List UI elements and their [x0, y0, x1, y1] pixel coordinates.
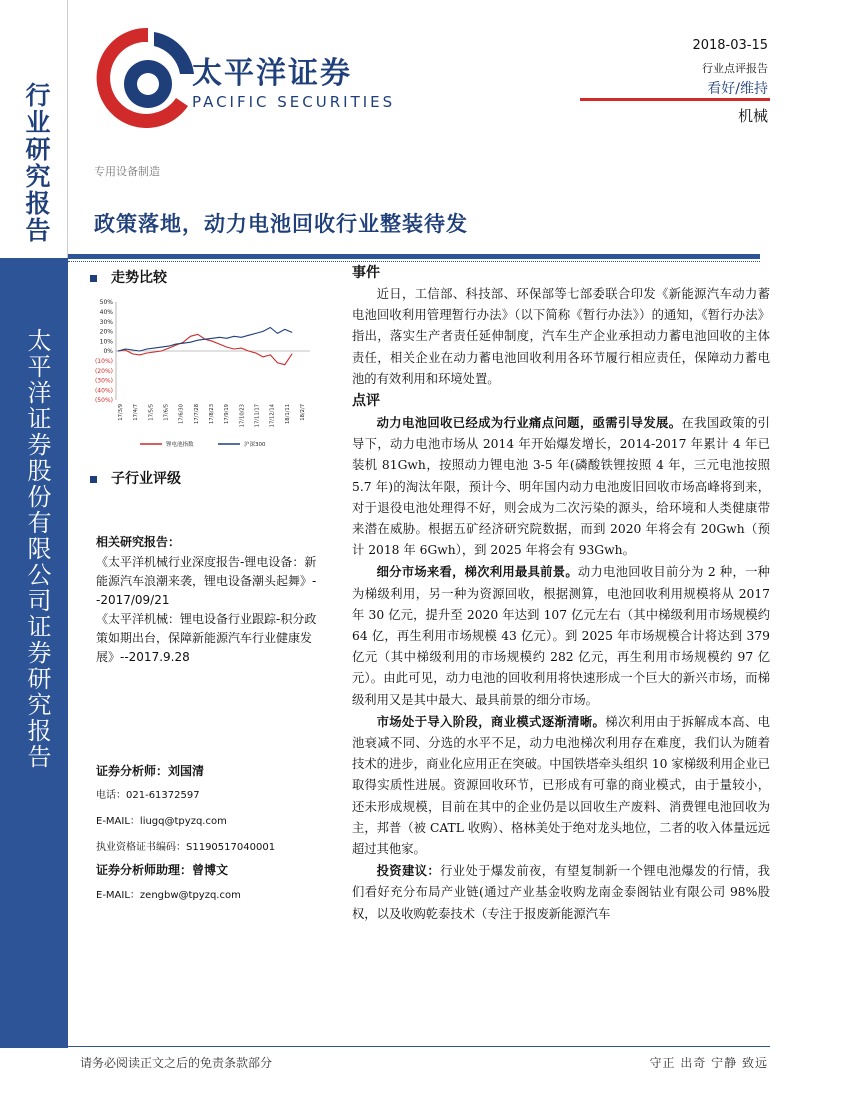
- y-tick-label: (50%): [94, 397, 113, 405]
- related-report-item[interactable]: 《太平洋机械行业深度报告-锂电设备：新能源汽车浪潮来袭，锂电设备潮头起舞》--2017/09/21: [96, 555, 317, 607]
- y-tick-label: (40%): [94, 387, 113, 395]
- comment-paragraph-4: 投资建议：行业处于爆发前夜，有望复制新一个锂电池爆发的行情，我们看好充分布局产业链(通过产业基金收购龙南金泰阁钴业有限公司 98%股权，以及收购乾泰技术（专注于报废新能源汽车: [352, 863, 770, 921]
- assistant-name: 证券分析师助理：曾博文: [96, 863, 229, 877]
- data-point: [277, 362, 278, 363]
- data-point: [125, 349, 126, 350]
- y-tick-label: 0%: [103, 348, 113, 356]
- analyst-phone: 电话：021-61372597: [96, 790, 200, 801]
- data-point: [212, 338, 213, 339]
- legend-label: 沪深300: [244, 442, 266, 448]
- data-point: [284, 364, 285, 365]
- data-point: [147, 353, 148, 354]
- data-point: [132, 354, 133, 355]
- data-point: [234, 336, 235, 337]
- data-point: [292, 332, 293, 333]
- data-point: [212, 341, 213, 342]
- data-point: [226, 347, 227, 348]
- y-tick-label: 50%: [99, 299, 113, 307]
- footer-divider: [68, 1046, 770, 1047]
- data-point: [161, 347, 162, 348]
- report-category-vertical: 行业研究报告: [22, 82, 51, 244]
- data-point: [197, 334, 198, 335]
- assistant-email[interactable]: E-MAIL：zengbw@tpyzq.com: [96, 890, 241, 901]
- data-point: [147, 349, 148, 350]
- legend-label: 锂电池指数: [166, 442, 194, 448]
- y-tick-label: 40%: [99, 309, 113, 316]
- x-tick-label: 17/11/17: [254, 404, 261, 428]
- data-point: [219, 337, 220, 338]
- data-point: [248, 335, 249, 336]
- rating-divider: [580, 98, 770, 101]
- data-point: [219, 344, 220, 345]
- x-tick-label: 18/2/7: [300, 404, 306, 421]
- y-tick-label: 30%: [99, 318, 113, 326]
- comment-paragraph-3: 市场处于导入阶段，商业模式逐渐清晰。梯次利用由于拆解成本高、电池衰减不同、分选的水平不足，动力电池梯次利用存在难度，我们认为随着技术的进步，商业化应用正在突破。中国铁塔牵头组织 10 家梯级利用企业已取得实质性进展。资源回收环节，已形成有可靠的商业模式，由于量较小，还未形成规模，目前在其中的企业仍是以回收生产废料、消费锂电池回收为主，邦普（被 CATL 收购）、格林美处于绝对龙头地位，二者的收入体量远远超过其他家。: [352, 713, 770, 857]
- data-point: [205, 339, 206, 340]
- event-heading: 事件: [352, 265, 380, 281]
- related-report-item[interactable]: 《太平洋机械：锂电设备行业跟踪-积分政策如期出台，保障新能源汽车行业健康发展》--2017.9.28: [96, 612, 317, 664]
- analyst-name: 证券分析师：刘国清: [96, 764, 205, 778]
- data-point: [248, 351, 249, 352]
- comment-heading: 点评: [352, 393, 380, 410]
- bullet-square-icon: [90, 476, 97, 483]
- data-point: [241, 348, 242, 349]
- data-point: [176, 345, 177, 346]
- x-tick-label: 17/12/14: [269, 404, 276, 428]
- data-point: [139, 351, 140, 352]
- data-point: [161, 351, 162, 352]
- report-type: 行业点评报告: [702, 62, 768, 75]
- data-point: [125, 350, 126, 351]
- y-tick-label: 20%: [99, 328, 113, 336]
- bullet-square-icon: [90, 275, 97, 282]
- data-point: [168, 346, 169, 347]
- y-tick-label: (10%): [94, 358, 113, 365]
- company-logo-icon: [92, 22, 204, 134]
- data-point: [234, 349, 235, 350]
- data-point: [190, 336, 191, 337]
- x-tick-label: 18/1/11: [284, 404, 291, 424]
- sidebar-top: [0, 0, 68, 258]
- data-point: [118, 351, 119, 352]
- data-point: [241, 337, 242, 338]
- footer-disclaimer: 请务必阅读正文之后的免责条款部分: [80, 1056, 273, 1070]
- subcategory: 专用设备制造: [94, 165, 160, 178]
- data-point: [132, 350, 133, 351]
- trend-chart: [88, 296, 318, 452]
- logo-en-text: PACIFIC SECURITIES: [192, 93, 396, 111]
- analyst-cert: 执业资格证书编码：S1190517040001: [96, 842, 276, 853]
- industry: 机械: [737, 107, 768, 125]
- data-point: [183, 342, 184, 343]
- x-tick-label: 17/8/23: [209, 404, 215, 424]
- logo-cn-text: 太平洋证券: [192, 56, 352, 91]
- data-point: [284, 329, 285, 330]
- company-name-vertical: 太平洋证券股份有限公司证券研究报告: [23, 328, 51, 770]
- related-reports-list: [96, 553, 326, 667]
- related-reports-title: 相关研究报告：: [96, 535, 181, 549]
- data-point: [255, 353, 256, 354]
- page-title: 政策落地，动力电池回收行业整装待发: [94, 211, 468, 236]
- data-point: [197, 340, 198, 341]
- y-tick-label: 10%: [99, 338, 113, 346]
- data-point: [263, 331, 264, 332]
- data-point: [270, 327, 271, 328]
- comment-paragraph-1: 动力电池回收已经成为行业痛点问题，亟需引导发展。在我国政策的引导下，动力电池市场从 2014 年开始爆发增长，2014-2017 年累计 4 年已装机 81Gwh，按照动力锂电池 3-5 年(磷酸铁锂按照 4 年，三元电池按照 5.7 年)的淘汰年限，预计今、明年国内动力电池废旧回收市场高峰将到来，对于退役电池处理得不好，则会成为二次污染的源头，给环境和人类健康带来潜在威胁。根据五矿经济研究院数据，而到 2020 年将会有 20Gwh（预计 2018 年 6Gwh），到 2025 年将会有 93Gwh。: [352, 415, 770, 558]
- data-point: [154, 352, 155, 353]
- x-tick-label: 17/10/23: [239, 404, 246, 428]
- data-point: [226, 338, 227, 339]
- data-point: [154, 348, 155, 349]
- data-point: [183, 343, 184, 344]
- x-tick-label: 17/4/7: [133, 404, 140, 421]
- x-tick-label: 17/7/28: [193, 404, 200, 424]
- sidebar-bottom: [0, 258, 68, 1048]
- x-tick-label: 17/5/5: [148, 404, 155, 421]
- x-tick-label: 17/6/30: [178, 404, 185, 424]
- data-point: [255, 333, 256, 334]
- data-point: [270, 355, 271, 356]
- trend-section-title: 走势比较: [90, 267, 167, 287]
- data-point: [176, 344, 177, 345]
- report-date: 2018-03-15: [692, 38, 768, 53]
- y-tick-label: (30%): [94, 377, 113, 385]
- data-point: [277, 333, 278, 334]
- data-point: [190, 342, 191, 343]
- data-point: [263, 357, 264, 358]
- sub-rating-section-title: 子行业评级: [90, 468, 181, 488]
- event-paragraph: 近日，工信部、科技部、环保部等七部委联合印发《新能源汽车动力蓄电池回收利用管理暂行办法》（以下简称《暂行办法》）的通知，《暂行办法》指出，落实生产者责任延伸制度，汽车生产企业承担动力蓄电池回收的主体责任，相关企业在动力蓄电池回收利用各环节履行相应责任，保障动力蓄电池的有效利用和环境处置。: [352, 287, 770, 386]
- x-tick-label: 17/9/19: [224, 404, 231, 424]
- header-divider: [68, 254, 760, 259]
- data-point: [168, 348, 169, 349]
- x-tick-label: 17/6/5: [163, 404, 170, 421]
- analyst-email[interactable]: E-MAIL：liugq@tpyzq.com: [96, 816, 227, 827]
- comment-paragraph-2: 细分市场来看，梯次利用最具前景。动力电池回收目前分为 2 种，一种为梯级利用，另一种为资源回收，根据测算，电池回收利用规模将从 2017 年 30 亿元，提升至 2020 年达到 107 亿元左右（其中梯级利用市场规模约 64 亿，再生利用市场规模 43 亿元）。到 2025 年市场规模合计将达到 379 亿元（其中梯级利用的市场规模约 282 亿元，再生利用市场规模约 97 亿元）。由此可见，动力电池的回收利用将快速形成一个巨大的新兴市场，而梯级利用又是其中最大、最具前景的细分市场。: [352, 564, 770, 707]
- main-content: [352, 262, 770, 925]
- x-tick-label: 17/3/9: [118, 404, 124, 421]
- data-point: [139, 355, 140, 356]
- rating: 看好/维持: [707, 81, 768, 97]
- footer-slogan: 守正 出奇 宁静 致远: [649, 1056, 768, 1070]
- y-tick-label: (20%): [94, 367, 113, 375]
- data-point: [292, 354, 293, 355]
